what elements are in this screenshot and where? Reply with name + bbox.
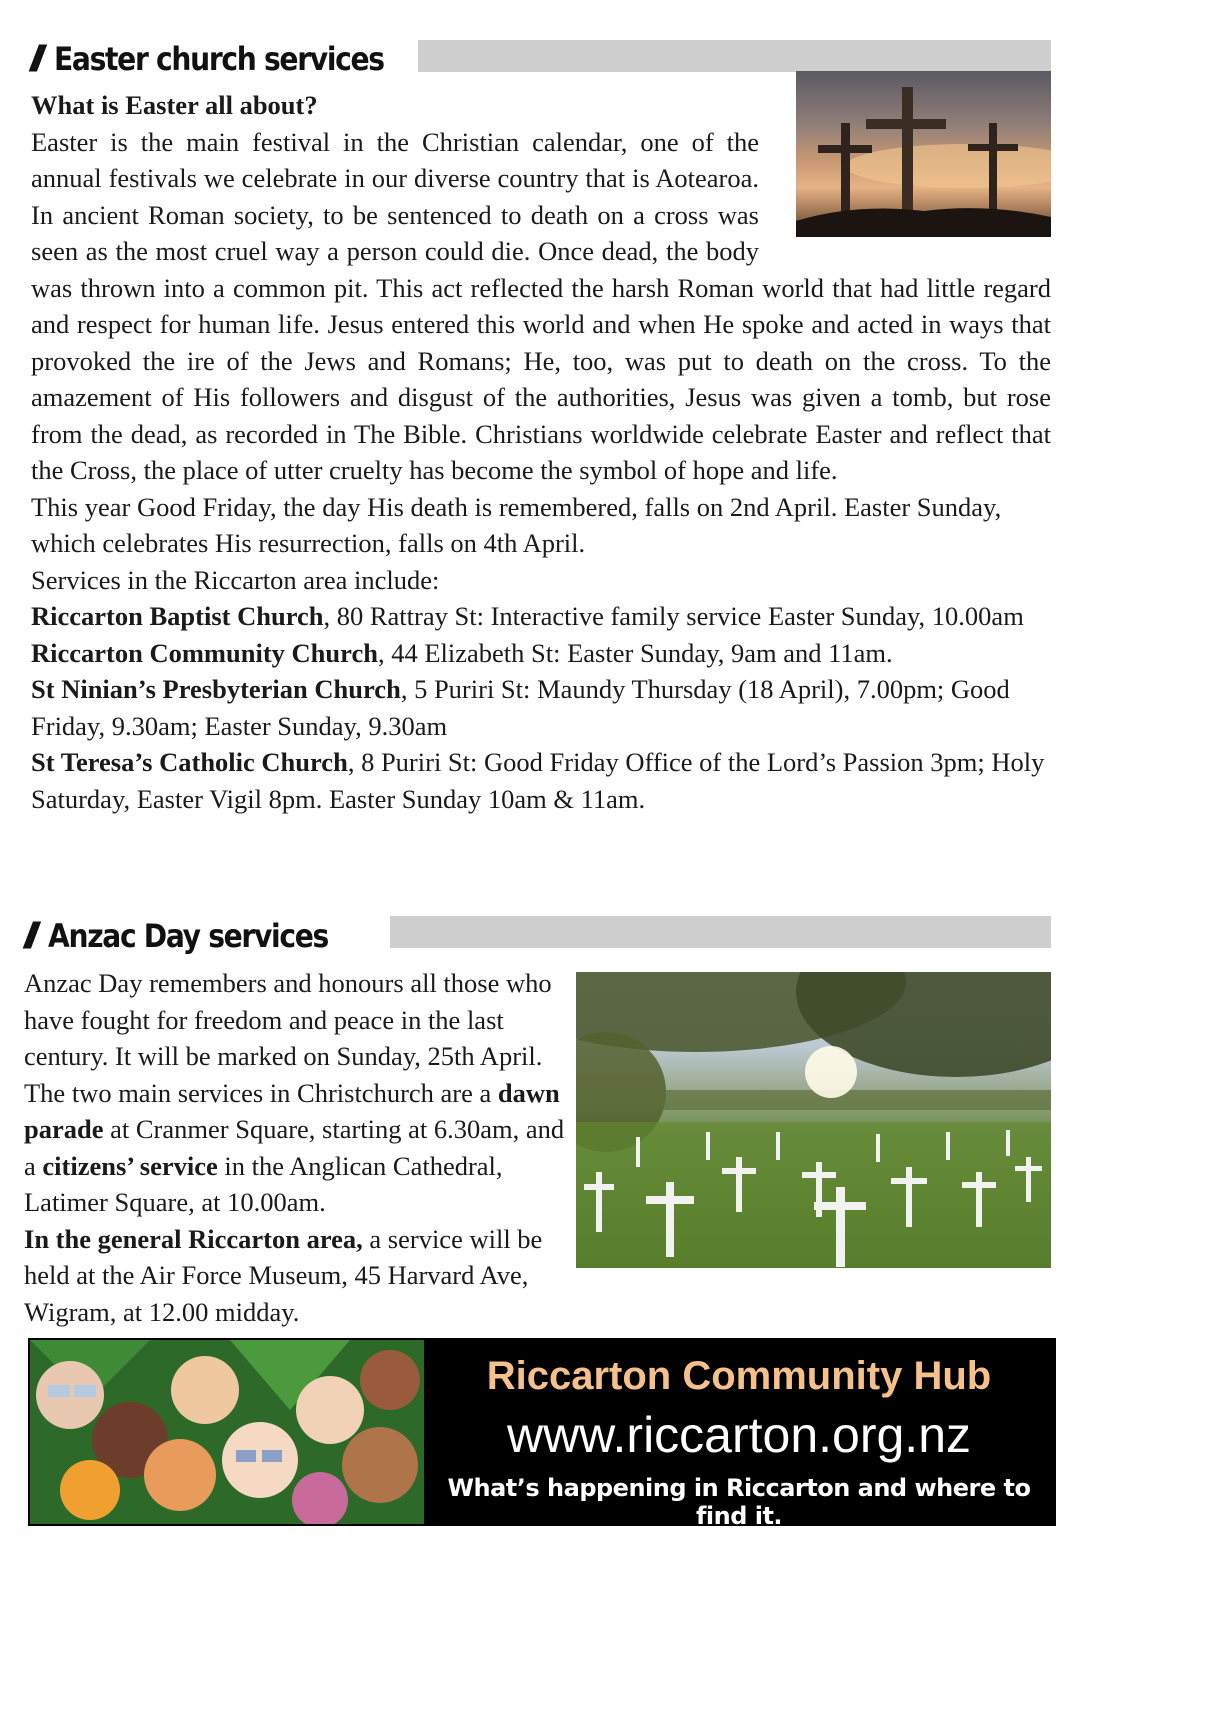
service-name: Riccarton Baptist Church (31, 601, 324, 631)
service-item (31, 635, 1051, 672)
anzac-heading (24, 915, 366, 957)
easter-intro: Easter is the main festival in the Christian calendar, one of the annual festivals we celebrate in our diverse country that is Aotearoa. In ancient Roman society, to be sentenced to death on a cross was seen as the most cruel way a person could die. Once dead, the body was thrown into a common pit. This act reflected the harsh Roman world that had little regard and respect for human life. Jesus entered this world and when He spoke and acted in ways that provoked the ire of the Jews and Romans; He, too, was put to death on the cross. To the amazement of His followers and disgust of the authorities, Jesus was given a tomb, but rose from the dead, as recorded in The Bible. Christians worldwide celebrate Easter and reflect that the Cross, the place of utter cruelty has become the symbol of hope and life. (31, 126, 1051, 485)
hub-tagline: What’s happening in Riccarton and where to find it. (447, 1474, 1031, 1530)
hub-website-link[interactable]: www.riccarton.org.nz (506, 1407, 972, 1463)
easter-dates: This year Good Friday, the day His death is remembered, falls on 2nd April. Easter Sunday, which celebrates His resurrection, falls on 4th April. (31, 491, 1002, 558)
service-name: St Ninian’s Presbyterian Church (31, 674, 401, 704)
anzac-text: Anzac Day remembers and honours all those who have fought for freedom and peace in the last century. It will be marked on Sunday, 25th April. The two main services in Christchurch are a (24, 968, 552, 1108)
service-item (31, 671, 1051, 744)
easter-heading (30, 38, 429, 80)
easter-heading-bar (418, 40, 1051, 72)
service-details: , 5 Puriri St: Maundy Thursday (18 April), 7.00pm; Good Friday, 9.30am; Easter Sunday, 9.30am (31, 674, 1010, 741)
anzac-text: a service will be held at the Air Force Museum, 45 Harvard Ave, Wigram, at 12.00 midday. (24, 1223, 543, 1327)
easter-heading-text: Easter church services (54, 40, 384, 78)
dawn-parade-label: dawn parade (24, 1077, 560, 1144)
service-details: , 44 Elizabeth St: Easter Sunday, 9am and 11am. (377, 637, 893, 668)
service-name: St Teresa’s Catholic Church (31, 747, 348, 777)
anzac-text: in the Anglican Cathedral, Latimer Square, at 10.00am. (24, 1150, 503, 1217)
community-hub-banner (28, 1338, 1056, 1530)
slash-icon: // (30, 38, 39, 79)
anzac-body (24, 965, 1054, 1330)
people-art (30, 1340, 424, 1524)
people-illustration (30, 1340, 424, 1524)
anzac-text: at Cranmer Square, starting at 6.30am, and a (24, 1114, 565, 1181)
service-item (31, 744, 1051, 817)
service-details: , 80 Rattray St: Interactive family service Easter Sunday, 10.00am (323, 601, 1024, 631)
slash-icon: // (24, 915, 33, 956)
citizens-service-label: citizens’ service (42, 1150, 218, 1181)
service-details: , 8 Puriri St: Good Friday Office of the Lord’s Passion 3pm; Holy Saturday, Easter Vigil 8pm. Easter Sunday 10am & 11am. (31, 747, 1045, 814)
hub-title: Riccarton Community Hub (486, 1354, 992, 1398)
services-intro: Services in the Riccarton area include: (31, 564, 440, 595)
service-name: Riccarton Community Church (31, 637, 378, 668)
riccarton-area-label: In the general Riccarton area, (24, 1223, 363, 1254)
service-item (31, 598, 1051, 635)
easter-body (31, 87, 1051, 817)
easter-subheading: What is Easter all about? (31, 90, 318, 120)
anzac-heading-text: Anzac Day services (48, 917, 328, 955)
anzac-heading-bar (390, 916, 1051, 948)
